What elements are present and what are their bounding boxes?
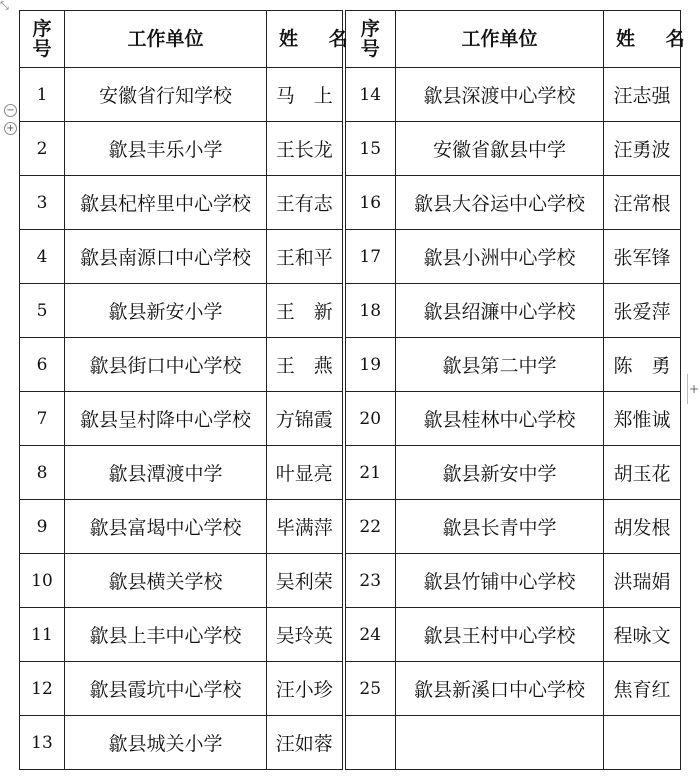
cell-name: 吴利荣 (267, 554, 344, 608)
cell-seq: 16 (344, 176, 396, 230)
cell-name: 汪勇波 (604, 122, 681, 176)
cell-name: 王 新 (267, 284, 344, 338)
cell-unit: 安徽省歙县中学 (396, 122, 604, 176)
header-name: 姓 名 (604, 11, 681, 68)
cell-name: 汪如蓉 (267, 716, 344, 770)
cell-unit: 歙县富堨中心学校 (65, 500, 267, 554)
cell-name: 焦育红 (604, 662, 681, 716)
table-row (20, 500, 681, 554)
cell-seq: 22 (344, 500, 396, 554)
table-row (20, 338, 681, 392)
cell-seq: 21 (344, 446, 396, 500)
cell-name: 张爱萍 (604, 284, 681, 338)
table-row (20, 176, 681, 230)
cell-name: 吴玲英 (267, 608, 344, 662)
cell-name: 汪小珍 (267, 662, 344, 716)
header-seq: 序 号 (344, 11, 396, 68)
staff-table (19, 10, 697, 770)
cell-seq: 25 (344, 662, 396, 716)
cell-name: 马 上 (267, 68, 344, 122)
cell-unit: 歙县王村中心学校 (396, 608, 604, 662)
table-row (20, 716, 681, 770)
cell-unit (396, 716, 604, 770)
expand-icon[interactable]: + (4, 122, 17, 135)
cell-name: 叶显亮 (267, 446, 344, 500)
cell-seq: 6 (20, 338, 65, 392)
header-unit: 工作单位 (396, 11, 604, 68)
table-row (20, 122, 681, 176)
cell-unit: 歙县小洲中心学校 (396, 230, 604, 284)
table-row (20, 284, 681, 338)
table-row (20, 446, 681, 500)
cell-unit: 歙县南源口中心学校 (65, 230, 267, 284)
cell-unit: 歙县新安中学 (396, 446, 604, 500)
cell-seq: 3 (20, 176, 65, 230)
header-row (20, 11, 681, 68)
cell-unit: 歙县桂林中心学校 (396, 392, 604, 446)
cell-seq: 19 (344, 338, 396, 392)
cell-unit: 歙县丰乐小学 (65, 122, 267, 176)
cell-name: 汪志强 (604, 68, 681, 122)
header-unit: 工作单位 (65, 11, 267, 68)
table-move-handle-icon[interactable]: ⤡ (0, 0, 9, 12)
cell-seq: 9 (20, 500, 65, 554)
cell-seq: 1 (20, 68, 65, 122)
cell-unit: 歙县竹铺中心学校 (396, 554, 604, 608)
table-row (20, 608, 681, 662)
cell-name: 陈 勇 (604, 338, 681, 392)
cell-seq: 11 (20, 608, 65, 662)
cell-name: 洪瑞娟 (604, 554, 681, 608)
table-row (20, 230, 681, 284)
cell-name: 胡玉花 (604, 446, 681, 500)
cell-name: 方锦霞 (267, 392, 344, 446)
cell-name: 王和平 (267, 230, 344, 284)
cell-unit: 歙县长青中学 (396, 500, 604, 554)
cell-seq: 14 (344, 68, 396, 122)
cell-unit: 歙县横关学校 (65, 554, 267, 608)
cell-unit: 歙县深渡中心学校 (396, 68, 604, 122)
cell-seq (344, 716, 396, 770)
cell-seq: 20 (344, 392, 396, 446)
cell-seq: 10 (20, 554, 65, 608)
cell-seq: 17 (344, 230, 396, 284)
table-row (20, 392, 681, 446)
cell-seq: 7 (20, 392, 65, 446)
cell-unit: 歙县城关小学 (65, 716, 267, 770)
cell-name: 王 燕 (267, 338, 344, 392)
cell-unit: 歙县绍濂中心学校 (396, 284, 604, 338)
cell-seq: 2 (20, 122, 65, 176)
cell-seq: 4 (20, 230, 65, 284)
cell-name: 张军锋 (604, 230, 681, 284)
cell-unit: 歙县街口中心学校 (65, 338, 267, 392)
table-row (20, 662, 681, 716)
cell-name: 汪常根 (604, 176, 681, 230)
header-name: 姓 名 (267, 11, 344, 68)
cell-unit: 歙县潭渡中学 (65, 446, 267, 500)
cell-name: 王有志 (267, 176, 344, 230)
cell-unit: 安徽省行知学校 (65, 68, 267, 122)
cell-seq: 18 (344, 284, 396, 338)
cell-seq: 24 (344, 608, 396, 662)
cell-unit: 歙县新溪口中心学校 (396, 662, 604, 716)
cell-seq: 23 (344, 554, 396, 608)
cell-name: 胡发根 (604, 500, 681, 554)
cell-seq: 5 (20, 284, 65, 338)
header-seq: 序 号 (20, 11, 65, 68)
cell-seq: 8 (20, 446, 65, 500)
cell-name (604, 716, 681, 770)
cell-unit: 歙县上丰中心学校 (65, 608, 267, 662)
cell-name: 王长龙 (267, 122, 344, 176)
cell-unit: 歙县霞坑中心学校 (65, 662, 267, 716)
cell-name: 毕满萍 (267, 500, 344, 554)
cell-unit: 歙县第二中学 (396, 338, 604, 392)
add-column-icon[interactable]: + (687, 374, 700, 404)
cell-name: 程咏文 (604, 608, 681, 662)
cell-seq: 15 (344, 122, 396, 176)
cell-seq: 12 (20, 662, 65, 716)
table-row (20, 554, 681, 608)
cell-unit: 歙县新安小学 (65, 284, 267, 338)
cell-unit: 歙县杞梓里中心学校 (65, 176, 267, 230)
collapse-icon[interactable]: − (4, 104, 17, 117)
cell-unit: 歙县大谷运中心学校 (396, 176, 604, 230)
cell-name: 郑惟诚 (604, 392, 681, 446)
cell-unit: 歙县呈村降中心学校 (65, 392, 267, 446)
table-row (20, 68, 681, 122)
cell-seq: 13 (20, 716, 65, 770)
